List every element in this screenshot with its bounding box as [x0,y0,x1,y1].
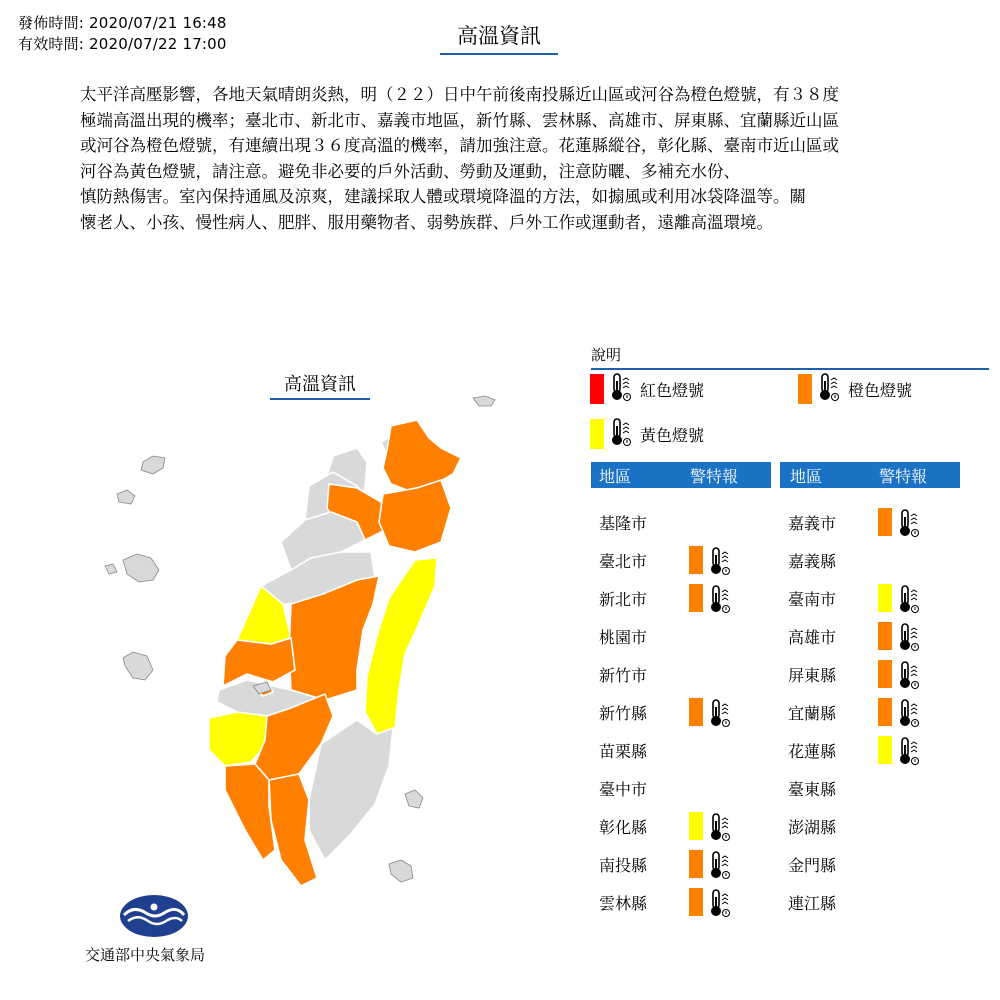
region-name: 雲林縣 [599,894,648,913]
warning-level-bar [689,888,703,916]
valid-time: 有效時間: 2020/07/22 17:00 [18,35,227,53]
thermometer-icon [709,698,731,732]
column-header-warning: 警特報 [879,466,928,486]
region-name: 臺北市 [599,552,648,571]
warning-level-bar [689,584,703,612]
region-name: 花蓮縣 [788,742,837,761]
kinmen-island [141,456,165,474]
region-name: 宜蘭縣 [788,704,837,723]
thermometer-icon [709,546,731,580]
agency-name: 交通部中央氣象局 [85,946,206,964]
region-name: 澎湖縣 [788,818,837,837]
green-island [405,790,423,808]
warning-level-bar [878,584,892,612]
table-header-right [780,462,960,488]
description-line: 極端高溫出現的機率；臺北市、新北市、嘉義市地區，新竹縣、雲林縣、高雄市、屏東縣、宜蘭縣近山區 [80,110,839,130]
legend-swatch-orange [798,374,812,404]
region-name: 屏東縣 [788,666,837,685]
penghu-islands [123,554,159,582]
region-name: 彰化縣 [599,818,648,837]
region-name: 南投縣 [599,856,648,875]
thermometer-icon [709,888,731,922]
region-taipei-orange [383,420,461,490]
orchid-island [389,860,413,882]
thermometer-icon [898,622,920,656]
legend-label: 黃色燈號 [640,425,705,445]
description-line: 懷老人、小孩、慢性病人、肥胖、服用藥物者、弱勢族群、戶外工作或運動者，遠離高溫環境。 [80,212,773,232]
map-title: 高溫資訊 [270,370,370,400]
region-name: 連江縣 [788,894,837,913]
region-yilan-orange [379,480,451,552]
description-line: 或河谷為橙色燈號，有連續出現３６度高溫的機率，請加強注意。花蓮縣縱谷，彰化縣、臺南市近山區或 [80,136,839,155]
penghu-south [123,652,153,680]
table-header-left [591,462,771,488]
region-name: 新北市 [599,590,648,609]
region-name: 苗栗縣 [599,742,648,761]
thermometer-icon [610,372,632,406]
warning-level-bar [689,698,703,726]
matsu-islands [473,396,495,406]
warning-level-bar [689,546,703,574]
thermometer-icon [898,584,920,618]
warning-level-bar [878,508,892,536]
legend-item-yellow [590,418,704,450]
column-header-warning: 警特報 [690,466,739,486]
county-regions [209,420,461,886]
legend-item-red [590,373,704,405]
column-header-region: 地區 [599,466,632,486]
description-line: 太平洋高壓影響，各地天氣晴朗炎熱，明（２２）日中午前後南投縣近山區或河谷為橙色燈號，有３８度 [80,85,839,104]
column-header-region: 地區 [790,466,823,486]
thermometer-icon [709,584,731,618]
thermometer-icon [898,698,920,732]
warning-level-bar [689,812,703,840]
legend-label: 橙色燈號 [848,380,913,400]
thermometer-icon [709,812,731,846]
warning-level-bar [689,850,703,878]
thermometer-icon [818,372,840,406]
region-name: 嘉義市 [788,514,837,533]
warning-level-bar [878,622,892,650]
region-name: 基隆市 [599,514,648,533]
legend-title: 說明 [591,344,989,370]
thermometer-icon [898,736,920,770]
thermometer-icon [610,417,632,451]
kinmen-islet [117,490,135,504]
description-line: 河谷為黃色燈號，請注意。避免非必要的戶外活動、勞動及運動，注意防曬、多補充水份、 [80,161,740,181]
region-name: 新竹縣 [599,704,648,723]
region-name: 新竹市 [599,666,648,685]
issued-time: 發佈時間: 2020/07/21 16:48 [18,14,227,32]
legend-label: 紅色燈號 [640,380,705,400]
warning-level-bar [878,698,892,726]
penghu-islet [105,564,117,574]
cwb-logo-icon [118,893,190,939]
legend-swatch-red [590,374,604,404]
region-name: 臺中市 [599,780,648,799]
thermometer-icon [898,660,920,694]
taiwan-map [95,390,505,910]
region-name: 金門縣 [788,856,837,875]
warning-level-bar [878,660,892,688]
legend-swatch-yellow [590,419,604,449]
thermometer-icon [709,850,731,884]
region-name: 臺東縣 [788,780,837,799]
region-name: 嘉義縣 [788,552,837,571]
legend-item-orange [798,373,912,405]
description-line: 慎防熱傷害。室內保持通風及涼爽，建議採取人體或環境降溫的方法，如搧風或利用冰袋降溫等。關 [80,187,806,206]
thermometer-icon [898,508,920,542]
region-name: 桃園市 [599,628,648,647]
page-title: 高溫資訊 [440,20,558,55]
region-taichung-orange [223,638,295,686]
warning-level-bar [878,736,892,764]
region-kaohsiung-orange [225,764,275,860]
region-name: 臺南市 [788,590,837,609]
description-text [80,82,920,235]
region-name: 高雄市 [788,628,837,647]
